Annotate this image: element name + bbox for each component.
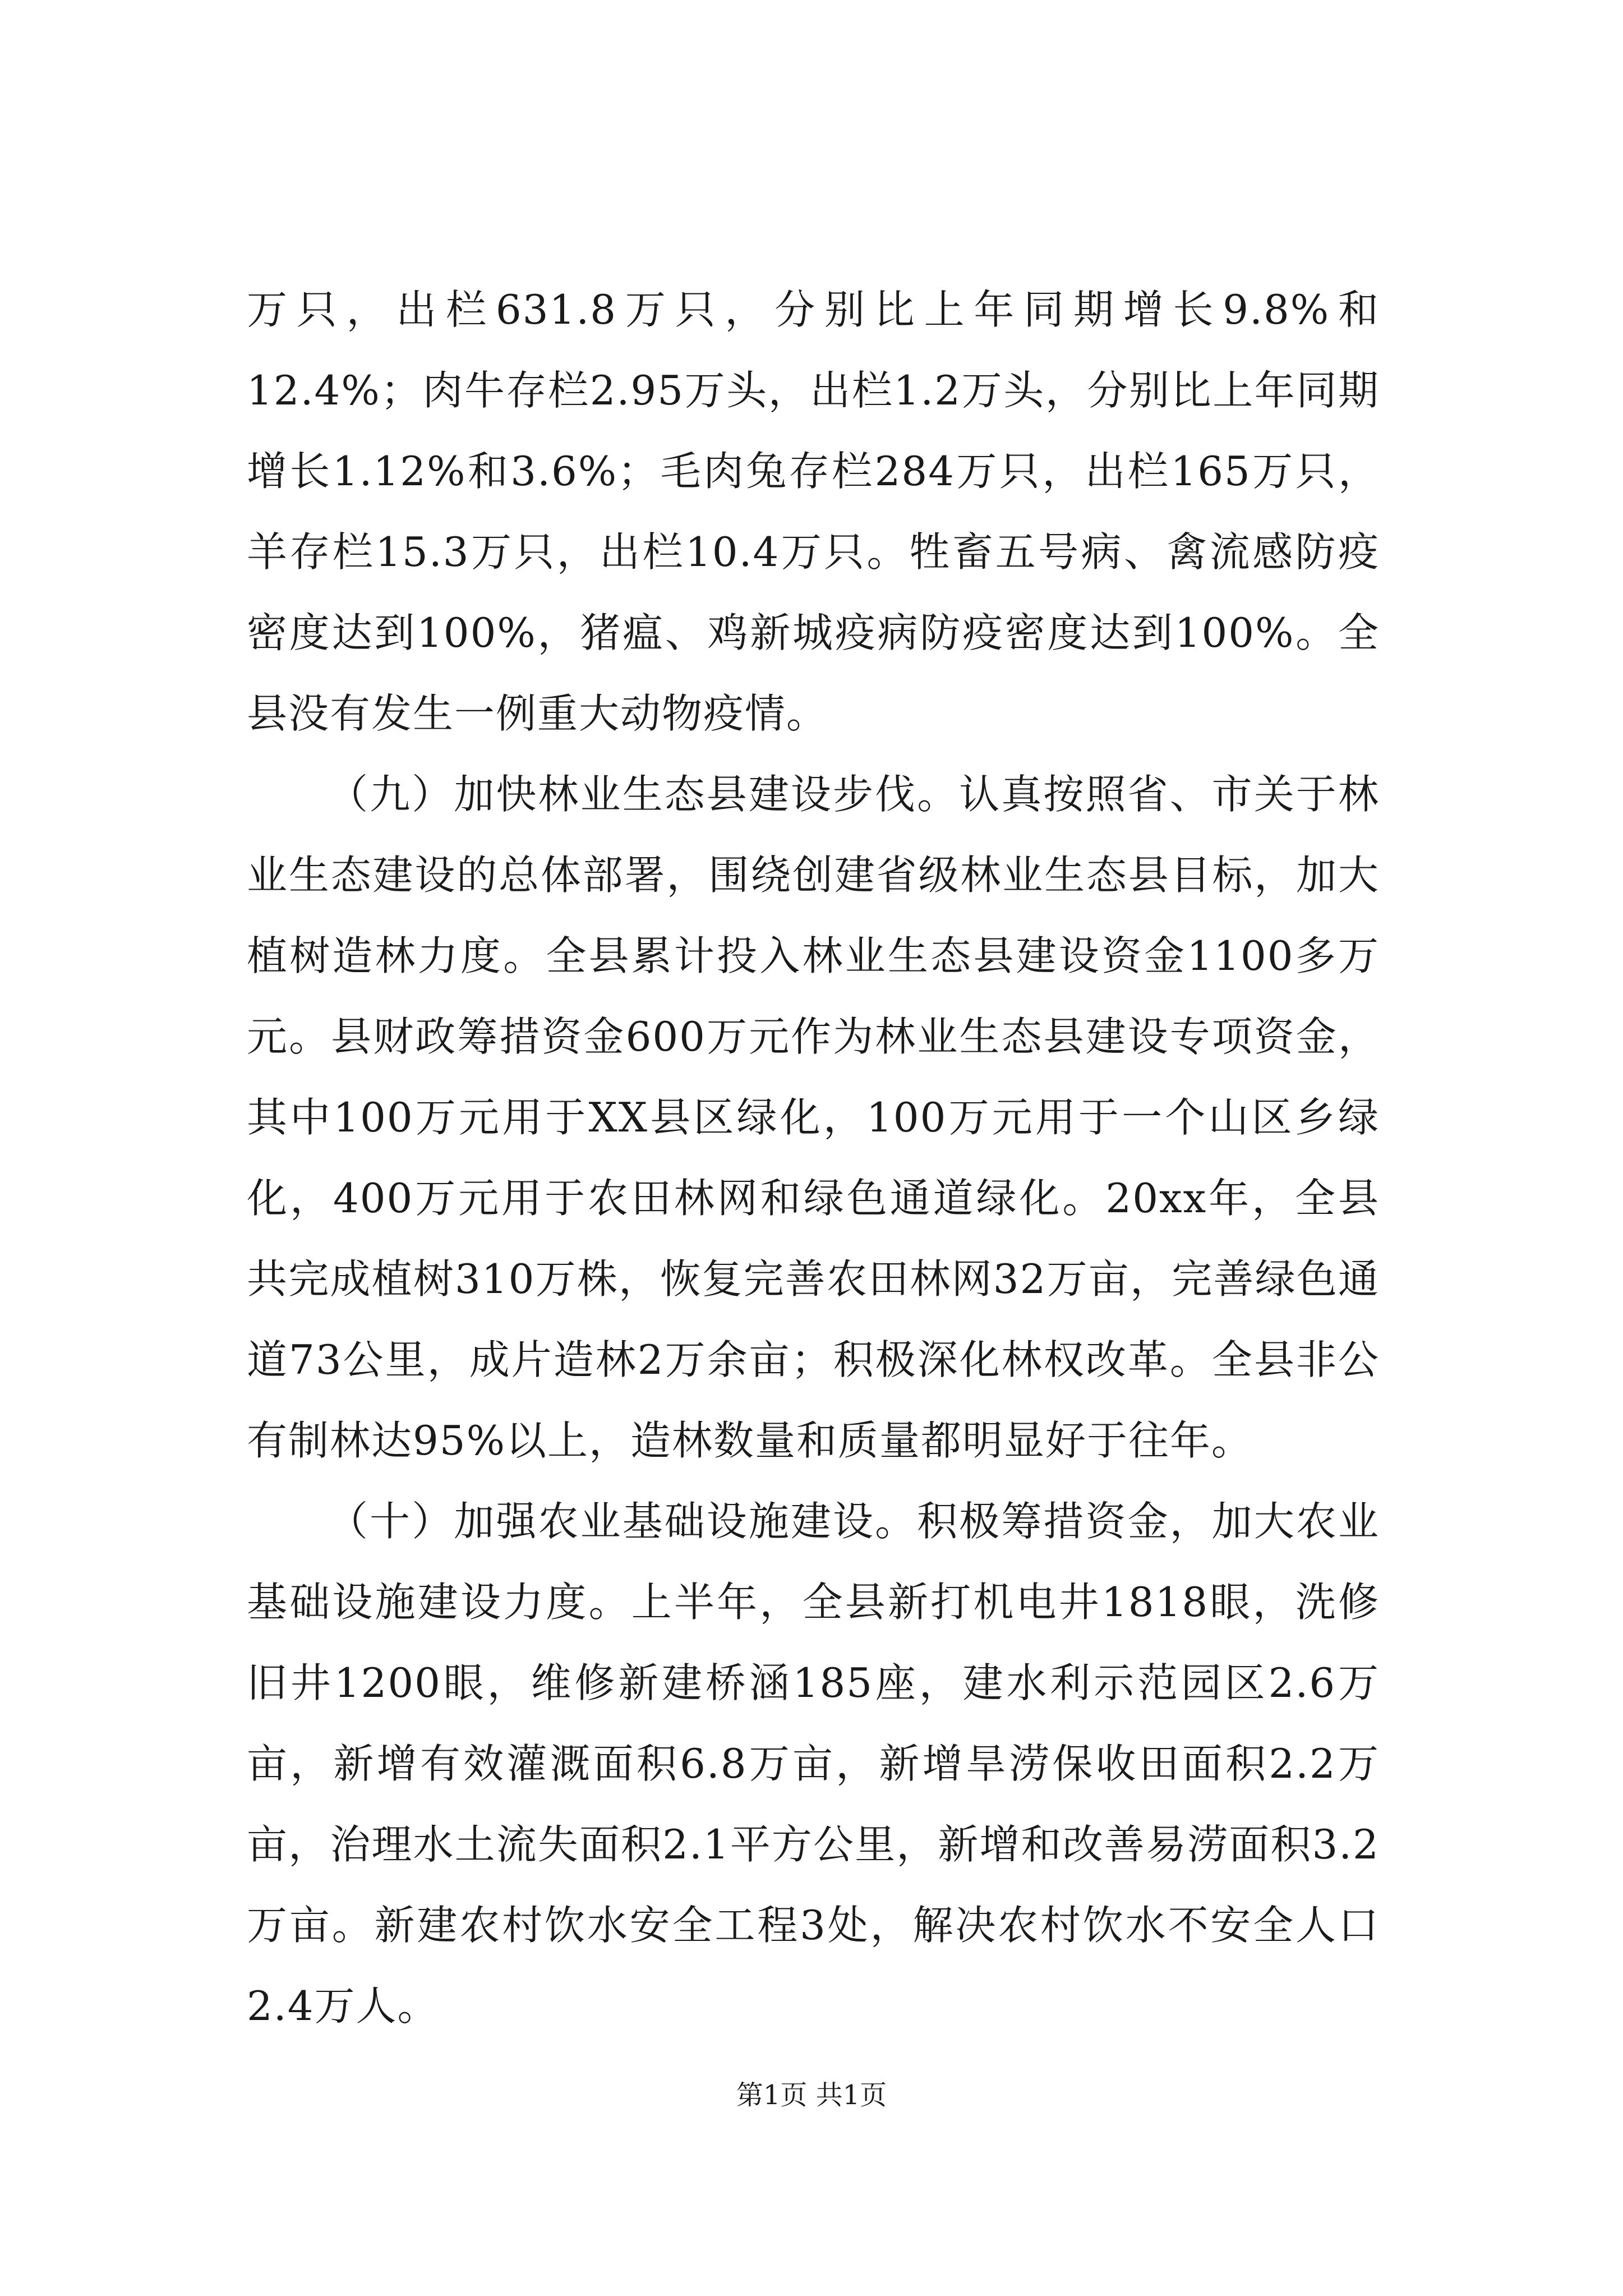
document-body: [247, 269, 1380, 2046]
paragraph-livestock: 万只，出栏631.8万只，分别比上年同期增长9.8%和12.4%；肉牛存栏2.95万头，出栏1.2万头，分别比上年同期增长1.12%和3.6%；毛肉兔存栏284万只，出栏165万只，羊存栏15.3万只，出栏10.4万只。牲畜五号病、禽流感防疫密度达到100%，猪瘟、鸡新城疫病防疫密度达到100%。全县没有发生一例重大动物疫情。: [247, 286, 1380, 737]
page-footer: 第1页 共1页: [736, 2079, 887, 2111]
paragraph-infrastructure: （十）加强农业基础设施建设。积极筹措资金，加大农业基础设施建设力度。上半年，全县新打机电井1818眼，洗修旧井1200眼，维修新建桥涵185座，建水利示范园区2.6万亩，新增有效灌溉面积6.8万亩，新增旱涝保收田面积2.2万亩，治理水土流失面积2.1平方公里，新增和改善易涝面积3.2万亩。新建农村饮水安全工程3处，解决农村饮水不安全人口2.4万人。: [247, 1498, 1380, 2030]
paragraph-forestry: （九）加快林业生态县建设步伐。认真按照省、市关于林业生态建设的总体部署，围绕创建省级林业生态县目标，加大植树造林力度。全县累计投入林业生态县建设资金1100多万元。县财政筹措资金600万元作为林业生态县建设专项资金，其中100万元用于XX县区绿化，100万元用于一个山区乡绿化，400万元用于农田林网和绿色通道绿化。20xx年，全县共完成植树310万株，恢复完善农田林网32万亩，完善绿色通道73公里，成片造林2万余亩；积极深化林权改革。全县非公有制林达95%以上，造林数量和质量都明显好于往年。: [247, 771, 1380, 1464]
